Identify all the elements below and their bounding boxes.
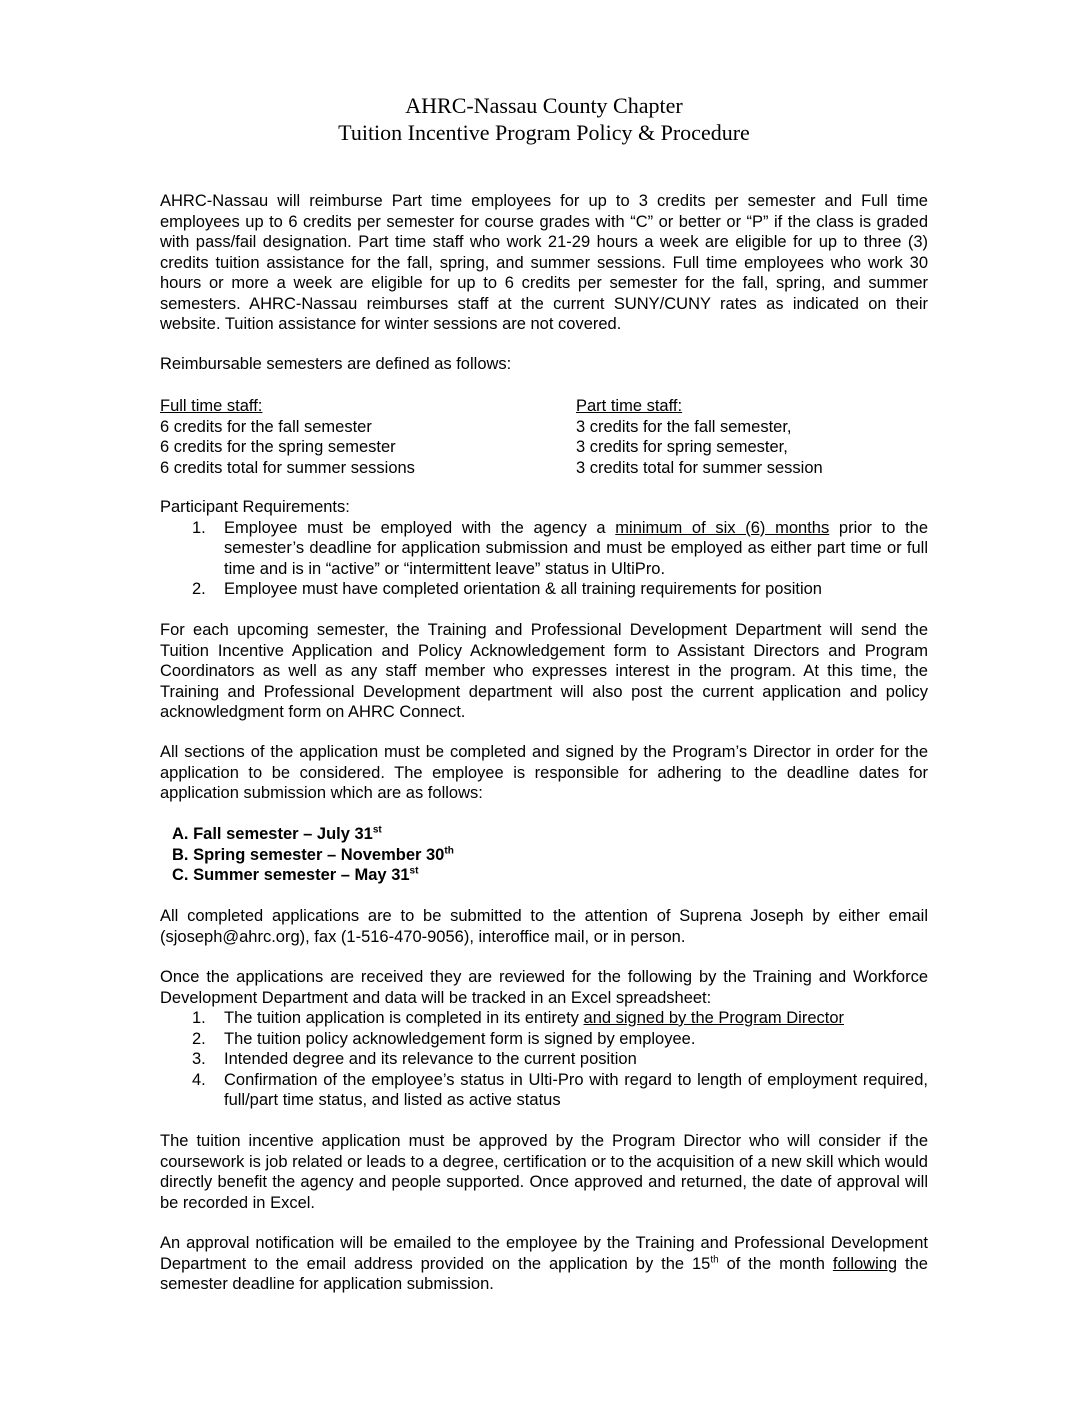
list-text: Employee must be employed with the agency a — [224, 518, 616, 537]
list-item — [160, 1008, 928, 1029]
underlined-text: and signed by the Program Director — [583, 1009, 844, 1027]
full-time-item: 6 credits total for summer sessions — [160, 458, 415, 477]
underlined-text: minimum of six (6) months — [615, 518, 830, 537]
deadline-suffix: th — [444, 845, 454, 856]
deadline-suffix: st — [372, 824, 382, 836]
list-text: The tuition policy acknowledgement form is signed by employee. — [224, 1029, 696, 1048]
document-title — [0, 92, 1088, 146]
list-item — [160, 1070, 928, 1111]
list-number: 4. — [192, 1070, 206, 1089]
notify-paragraph — [160, 1233, 928, 1295]
title-line-2: Tuition Incentive Program Policy & Procedure — [338, 120, 750, 145]
list-number: 2. — [192, 1029, 206, 1048]
full-time-item: 6 credits for the fall semester — [160, 417, 372, 436]
notify-text: of the month — [718, 1254, 833, 1273]
requirements-heading: Participant Requirements: — [160, 498, 350, 516]
list-item — [160, 579, 928, 600]
list-item — [160, 1029, 928, 1050]
notify-text: the semester deadline for application submission. — [160, 1254, 928, 1293]
review-paragraph: Once the applications are received they are reviewed for the following by the Training and Workforce Development Department and data will be tracked in an Excel spreadsheet: — [160, 968, 928, 1007]
intro-paragraph: AHRC-Nassau will reimburse Part time employees for up to 3 credits per semester and Full time employees up to 6 credits per semester for course grades with “C” or better or “P” if the class is graded with pass/fail designation. Part time staff who work 21-29 hours a week are eligible for up to three (3) credits tuition assistance for the fall, spring, and summer sessions. Full time employees who work 30 hours or more a week are eligible for up to 6 credits per semester for the fall, spring, and summer semesters. AHRC-Nassau reimburses staff at the current SUNY/CUNY rates as indicated on their website. Tuition assistance for winter sessions are not covered. — [160, 192, 928, 333]
ordinal-suffix: th — [710, 1254, 719, 1265]
part-time-item: 3 credits total for summer session — [576, 458, 823, 477]
full-time-column — [160, 396, 560, 478]
deadline-item — [172, 824, 454, 845]
deadline-text: A. Fall semester – July 31 — [172, 825, 373, 843]
part-time-item: 3 credits for spring semester, — [576, 438, 788, 456]
part-time-column — [576, 396, 976, 478]
submit-paragraph: All completed applications are to be submitted to the attention of Suprena Joseph by either email (sjoseph@ahrc.org), fax (1-516-470-9056), interoffice mail, or in person. — [160, 907, 928, 946]
full-time-heading: Full time staff: — [160, 397, 263, 415]
list-item — [160, 1049, 928, 1070]
review-section — [160, 967, 928, 1111]
requirements-list — [160, 518, 928, 600]
deadline-item — [172, 845, 454, 866]
deadline-suffix: st — [409, 865, 419, 877]
part-time-item: 3 credits for the fall semester, — [576, 417, 792, 436]
underlined-text: following — [832, 1254, 898, 1273]
requirements-section — [160, 497, 928, 600]
list-text: Confirmation of the employee’s status in Ulti-Pro with regard to length of employment required, full/part time status, and listed as active status — [224, 1070, 928, 1109]
list-text: prior to the semester’s deadline for application submission and must be employed as either part time or full time and is in “active” or “intermittent leave” status in UltiPro. — [224, 518, 929, 578]
notify-text: An approval notification will be emailed to the employee by the Training and Professional Development Department to the email address provided on the application by the 15 — [160, 1234, 928, 1273]
review-list — [160, 1008, 928, 1111]
part-time-heading: Part time staff: — [576, 397, 683, 415]
deadlines-list — [172, 824, 454, 886]
approve-paragraph: The tuition incentive application must be approved by the Program Director who will consider if the coursework is job related or leads to a degree, certification or to the acquisition of a new skill which would directly benefit the agency and people supported. Once approved and returned, the date of approval will be recorded in Excel. — [160, 1132, 928, 1212]
sections-paragraph: All sections of the application must be completed and signed by the Program’s Director in order for the application to be considered. The employee is responsible for adhering to the deadline dates for application submission which are as follows: — [160, 743, 928, 802]
list-text: Employee must have completed orientation & all training requirements for position — [224, 580, 822, 598]
deadline-text: B. Spring semester – November 30 — [172, 845, 445, 864]
list-number: 1. — [192, 1009, 206, 1027]
list-text: Intended degree and its relevance to the current position — [224, 1050, 637, 1068]
title-line-1: AHRC-Nassau County Chapter — [405, 93, 683, 118]
list-number: 2. — [192, 580, 206, 598]
full-time-item: 6 credits for the spring semester — [160, 438, 396, 456]
deadline-text: C. Summer semester – May 31 — [172, 866, 410, 884]
deadline-item — [172, 865, 454, 886]
list-number: 3. — [192, 1050, 206, 1068]
list-number: 1. — [192, 518, 206, 537]
list-item — [160, 518, 928, 580]
semester-paragraph: For each upcoming semester, the Training and Professional Development Department will send the Tuition Incentive Application and Policy Acknowledgement form to Assistant Directors and Program Coordinators as well as any staff member who expresses interest in the program. At this time, the Training and Professional Development department will also post the current application and policy acknowledgment form on AHRC Connect. — [160, 621, 928, 721]
list-text: The tuition application is completed in its entirety — [224, 1009, 584, 1027]
reimbursable-intro: Reimbursable semesters are defined as follows: — [160, 355, 512, 373]
